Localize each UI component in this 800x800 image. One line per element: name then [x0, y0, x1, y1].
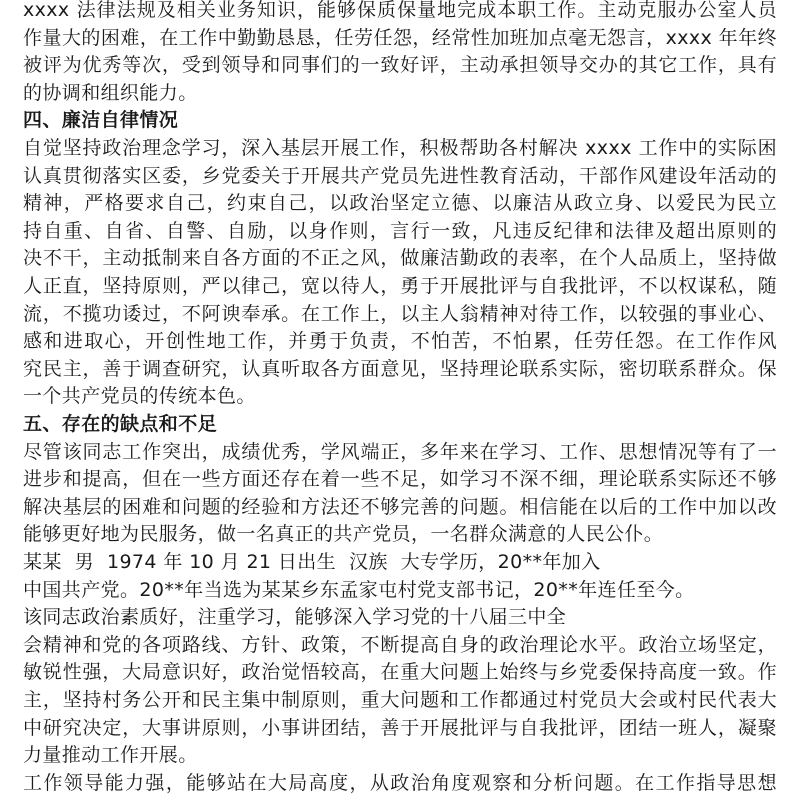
paragraph-line: 中国共产党。20**年当选为某某乡东孟家屯村党支部书记，20**年连任至今。	[23, 578, 695, 601]
paragraph-line: 解决基层的困难和问题的经验和方法还不够完善的问题。相信能在以后的工作中加以改	[23, 495, 777, 518]
paragraph-line: 尽管该同志工作突出，成绩优秀，学风端正，多年来在学习、工作、思想情况等有了一	[23, 440, 777, 463]
paragraph-line: 认真贯彻落实区委，乡党委关于开展共产党员先进性教育活动，干部作风建设年活动的	[23, 164, 777, 187]
paragraph-line: 的协调和组织能力。	[23, 81, 198, 104]
paragraph-line: 作量大的困难，在工作中勤勤恳恳，任劳任怨，经常性加班加点毫无怨言，xxxx 年年终	[23, 26, 777, 49]
paragraph-line: 能够更好地为民服务，做一名真正的共产党员，一名群众满意的人民公仆。	[23, 523, 664, 546]
section-heading: 五、存在的缺点和不足	[23, 413, 218, 435]
paragraph-line: 感和进取心，开创性地工作，并勇于负责，不怕苦，不怕累，任劳任怨。在工作作风	[23, 330, 777, 353]
paragraph-line: 力量推动工作开展。	[23, 744, 198, 767]
paragraph-line: 该同志政治素质好，注重学习，能够深入学习党的十八届三中全	[23, 606, 567, 629]
paragraph-line: 人正直，坚持原则，严以律己，宽以待人，勇于开展批评与自我批评，不以权谋私，随	[23, 275, 777, 297]
paragraph-line: 流，不揽功诿过，不阿谀奉承。在工作上，以主人翁精神对待工作，以较强的事业心、	[23, 302, 777, 325]
paragraph-line: 精神，严格要求自己，约束自己，以政治坚定立德、以廉洁从政立身、以爱民为民立	[23, 192, 777, 215]
section-heading: 四、廉洁自律情况	[23, 109, 179, 132]
paragraph-line: 会精神和党的各项路线、方针、政策，不断提高自身的政治理论水平。政治立场坚定，	[23, 633, 777, 656]
paragraph-line: 工作领导能力强，能够站在大局高度，从政治角度观察和分析问题。在工作指导思想	[23, 771, 777, 794]
paragraph-line: 敏锐性强，大局意识好，政治觉悟较高，在重大问题上始终与乡党委保持高度一致。作	[23, 661, 777, 684]
paragraph-line: xxxx 法律法规及相关业务知识，能够保质保量地完成本职工作。主动克服办公室人员	[23, 0, 777, 21]
paragraph-line: 持自重、自省、自警、自励，以身作则，言行一致，凡违反纪律和法律及超出原则的	[23, 219, 777, 242]
paragraph-line: 主，坚持村务公开和民主集中制原则，重大问题和工作都通过村党员大会或村民代表大	[23, 689, 777, 711]
paragraph-line: 一个共产党员的传统本色。	[23, 385, 256, 408]
paragraph-line: 自觉坚持政治理念学习，深入基层开展工作，积极帮助各村解决 xxxx 工作中的实际困	[23, 137, 777, 159]
paragraph-line: 中研究决定，大事讲原则，小事讲团结，善于开展批评与自我批评，团结一班人，凝聚	[23, 716, 777, 739]
paragraph-line: 进步和提高，但在一些方面还存在着一些不足，如学习不深不细，理论联系实际还不够	[23, 468, 777, 491]
paragraph-line: 究民主，善于调查研究，认真听取各方面意见，坚持理论联系实际，密切联系群众。保	[23, 357, 777, 380]
paragraph-line: 被评为优秀等次，受到领导和同事们的一致好评，主动承担领导交办的其它工作，具有	[23, 54, 777, 77]
paragraph-line: 决不干，主动抵制来自各方面的不正之风，做廉洁勤政的表率，在个人品质上，坚持做	[23, 247, 777, 270]
paragraph-line: 某某 男 1974 年 10 月 21 日出生 汉族 大专学历，20**年加入	[23, 551, 601, 573]
